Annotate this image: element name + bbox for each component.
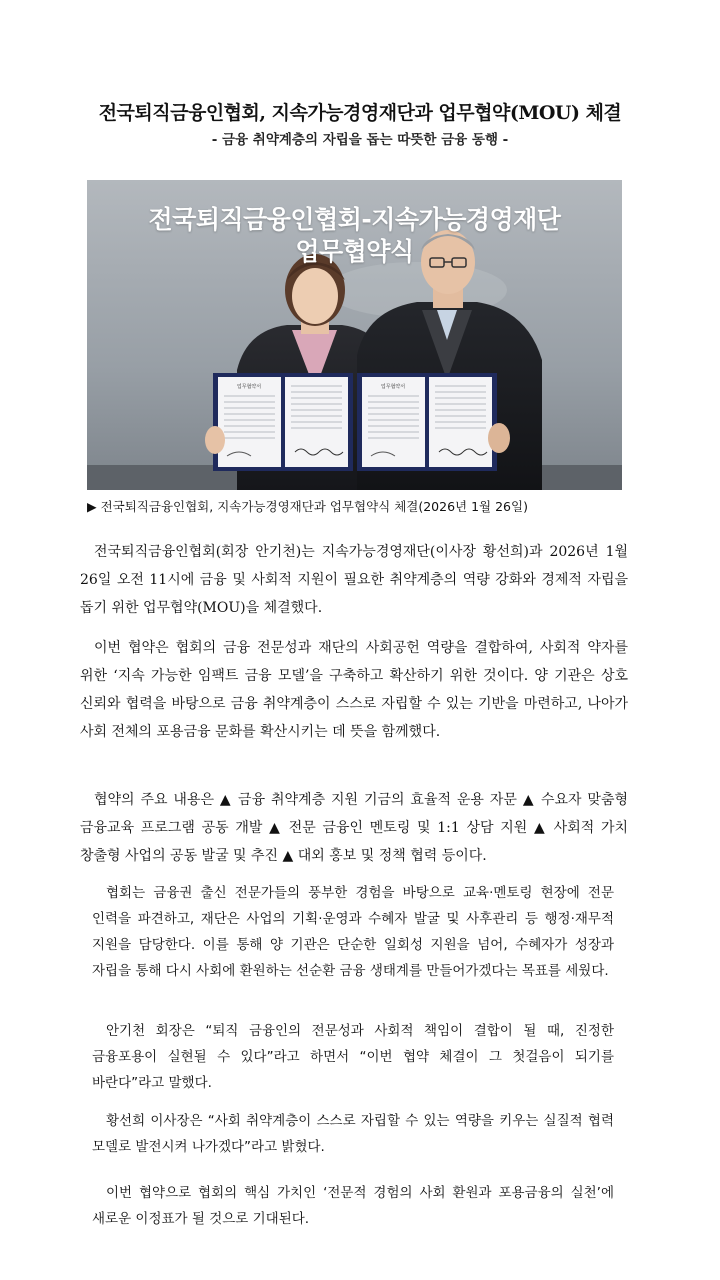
paragraph-text: 이번 협약은 협회의 금융 전문성과 재단의 사회공헌 역량을 결합하여, 사회적 약자를 위한 ‘지속 가능한 임팩트 금융 모델’을 구축하고 확산하기 위한 것이다. 양 기관은 상호 신뢰와 협력을 바탕으로 금융 취약계층이 스스로 자립할 수 있는 기반을 마련하고, 나아가 사회 전체의 포용금융 문화를 확산시키는 데 뜻을 함께했다.	[80, 640, 628, 740]
banner-title-line1: 전국퇴직금융인협회-지속가능경영재단	[148, 205, 561, 234]
mou-folder-left	[213, 373, 353, 471]
body-paragraph	[92, 1108, 614, 1160]
mou-ceremony-photo	[87, 180, 622, 490]
paragraph-text: 전국퇴직금융인협회(회장 안기천)는 지속가능경영재단(이사장 황선희)과 2026년 1월 26일 오전 11시에 금융 및 사회적 지원이 필요한 취약계층의 역량 강화와 경제적 자립을 돕기 위한 업무협약(MOU)을 체결했다.	[80, 544, 628, 616]
body-paragraph	[92, 1180, 614, 1232]
body-paragraph	[80, 634, 628, 746]
article-subtitle: - 금융 취약계층의 자립을 돕는 따뜻한 금융 동행 -	[211, 132, 509, 148]
folder-left-heading: 업무협약서	[236, 384, 262, 390]
folder-right-heading: 업무협약서	[380, 384, 406, 390]
photo-caption: ▶ 전국퇴직금융인협회, 지속가능경영재단과 업무협약식 체결(2026년 1월 26일)	[87, 499, 528, 514]
paragraph-text: 협약의 주요 내용은 ▲ 금융 취약계층 지원 기금의 효율적 운용 자문 ▲ 수요자 맞춤형 금융교육 프로그램 공동 개발 ▲ 전문 금융인 멘토링 및 1:1 상담 지원 ▲ 사회적 가치 창출형 사업의 공동 발굴 및 추진 ▲ 대외 홍보 및 정책 협력 등이다.	[80, 792, 628, 864]
paragraph-text: 협회는 금융권 출신 전문가들의 풍부한 경험을 바탕으로 교육·멘토링 현장에 전문 인력을 파견하고, 재단은 사업의 기획·운영과 수혜자 발굴 및 사후관리 등 행정·재무적 지원을 담당한다. 이를 통해 양 기관은 단순한 일회성 지원을 넘어, 수혜자가 성장과 자립을 통해 다시 사회에 환원하는 선순환 금융 생태계를 만들어가겠다는 목표를 세웠다.	[92, 885, 614, 979]
body-paragraph	[80, 538, 628, 622]
body-paragraph	[92, 880, 614, 984]
paragraph-text: 안기천 회장은 “퇴직 금융인의 전문성과 사회적 책임이 결합이 될 때, 진정한 금융포용이 실현될 수 있다”라고 하면서 “이번 협약 체결이 그 첫걸음이 되기를 바란다”라고 말했다.	[92, 1023, 614, 1091]
paragraph-text: 황선희 이사장은 “사회 취약계층이 스스로 자립할 수 있는 역량을 키우는 실질적 협력 모델로 발전시켜 나가겠다”라고 밝혔다.	[92, 1113, 614, 1155]
body-paragraph	[80, 786, 628, 870]
mou-folder-right	[357, 373, 497, 471]
banner-title-line2: 업무협약식	[295, 237, 414, 266]
article-title: 전국퇴직금융인협회, 지속가능경영재단과 업무협약(MOU) 체결	[98, 102, 622, 124]
body-paragraph	[92, 1018, 614, 1096]
paragraph-text: 이번 협약으로 협회의 핵심 가치인 ‘전문적 경험의 사회 환원과 포용금융의 실천’에 새로운 이정표가 될 것으로 기대된다.	[92, 1185, 614, 1227]
